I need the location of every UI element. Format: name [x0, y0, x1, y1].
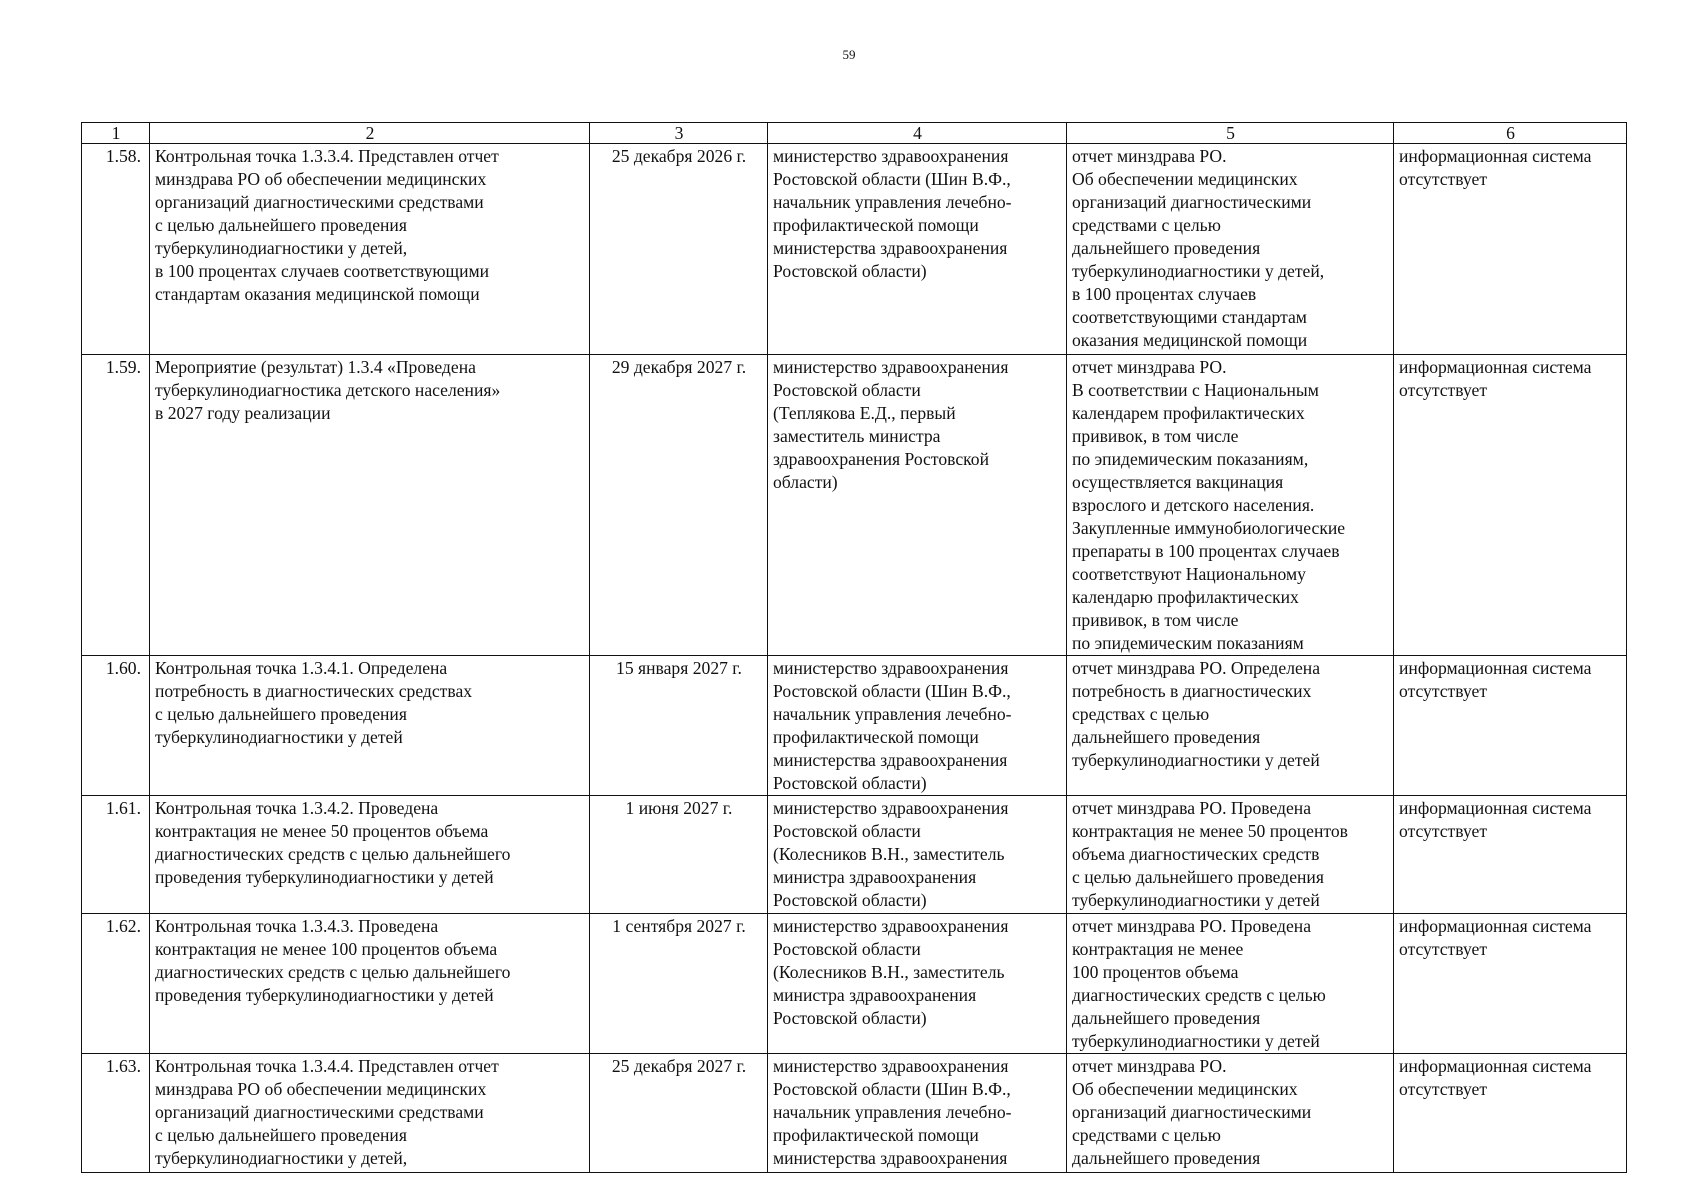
event-description-line: контрактация не менее 100 процентов объема [155, 939, 498, 959]
confirming-document-line: туберкулинодиагностики у детей [1072, 750, 1320, 770]
event-description-line: минздрава РО об обеспечении медицинских [155, 169, 487, 189]
event-description-line: туберкулинодиагностики у детей, [155, 238, 408, 258]
confirming-document-cell [1067, 796, 1394, 914]
confirming-document-line: отчет минздрава РО. Проведена [1072, 798, 1312, 818]
confirming-document-line: отчет минздрава РО. Определена [1072, 658, 1321, 678]
confirming-document-line: диагностических средств с целью [1072, 985, 1326, 1005]
confirming-document-line: туберкулинодиагностики у детей, [1072, 261, 1325, 281]
confirming-document-line: по эпидемическим показаниям, [1072, 449, 1309, 469]
due-date-cell: 1 июня 2027 г. [590, 796, 768, 914]
event-description-line: Мероприятие (результат) 1.3.4 «Проведена [155, 357, 476, 377]
confirming-document-line: препараты в 100 процентах случаев [1072, 541, 1340, 561]
confirming-document-line: туберкулинодиагностики у детей [1072, 1031, 1320, 1051]
responsible-party-cell [768, 144, 1067, 355]
responsible-party-line: министерство здравоохранения [773, 916, 1009, 936]
confirming-document-line: отчет минздрава РО. [1072, 1056, 1227, 1076]
info-system-line: отсутствует [1399, 681, 1488, 701]
confirming-document-line: оказания медицинской помощи [1072, 330, 1308, 350]
responsible-party-cell [768, 914, 1067, 1054]
responsible-party-cell [768, 656, 1067, 796]
confirming-document-cell [1067, 1054, 1394, 1173]
header-cell-3: 3 [590, 123, 768, 144]
info-system-line: информационная система [1399, 658, 1592, 678]
responsible-party-line: начальник управления лечебно- [773, 704, 1012, 724]
due-date-cell: 25 декабря 2026 г. [590, 144, 768, 355]
confirming-document-cell [1067, 914, 1394, 1054]
table-row [82, 796, 1627, 914]
confirming-document-cell [1067, 144, 1394, 355]
confirming-document-cell [1067, 355, 1394, 656]
row-number-cell: 1.60. [82, 656, 150, 796]
responsible-party-line: Ростовской области [773, 939, 921, 959]
table-row [82, 144, 1627, 355]
responsible-party-cell [768, 796, 1067, 914]
responsible-party-line: Ростовской области (Шин В.Ф., [773, 681, 1011, 701]
event-description-line: туберкулинодиагностики у детей, [155, 1148, 408, 1168]
confirming-document-line: контрактация не менее 50 процентов [1072, 821, 1348, 841]
confirming-document-line: календарю профилактических [1072, 587, 1299, 607]
responsible-party-line: министерство здравоохранения [773, 146, 1009, 166]
responsible-party-line: Ростовской области [773, 380, 921, 400]
responsible-party-line: Ростовской области [773, 821, 921, 841]
event-description-cell [150, 1054, 590, 1173]
responsible-party-line: (Теплякова Е.Д., первый [773, 403, 956, 423]
event-description-cell [150, 656, 590, 796]
confirming-document-line: дальнейшего проведения [1072, 727, 1261, 747]
event-description-line: стандартам оказания медицинской помощи [155, 284, 480, 304]
table-row [82, 656, 1627, 796]
header-cell-5: 5 [1067, 123, 1394, 144]
event-description-line: туберкулинодиагностики у детей [155, 727, 403, 747]
responsible-party-line: министерства здравоохранения [773, 750, 1008, 770]
event-description-line: с целью дальнейшего проведения [155, 215, 407, 235]
info-system-cell [1394, 355, 1627, 656]
confirming-document-line: взрослого и детского населения. [1072, 495, 1315, 515]
confirming-document-line: Об обеспечении медицинских [1072, 1079, 1298, 1099]
responsible-party-line: Ростовской области) [773, 261, 927, 281]
event-description-line: диагностических средств с целью дальнейшего [155, 962, 511, 982]
confirming-document-line: дальнейшего проведения [1072, 238, 1261, 258]
responsible-party-line: (Колесников В.Н., заместитель [773, 844, 1005, 864]
confirming-document-line: туберкулинодиагностики у детей [1072, 890, 1320, 910]
confirming-document-line: организаций диагностическими [1072, 192, 1312, 212]
confirming-document-line: Закупленные иммунобиологические [1072, 518, 1346, 538]
event-description-cell [150, 914, 590, 1054]
event-description-cell [150, 355, 590, 656]
event-description-line: Контрольная точка 1.3.3.4. Представлен отчет [155, 146, 499, 166]
confirming-document-line: отчет минздрава РО. [1072, 146, 1227, 166]
row-number-cell: 1.63. [82, 1054, 150, 1173]
confirming-document-line: соответствующими стандартам [1072, 307, 1307, 327]
event-description-line: Контрольная точка 1.3.4.3. Проведена [155, 916, 439, 936]
info-system-line: отсутствует [1399, 821, 1488, 841]
info-system-line: информационная система [1399, 146, 1592, 166]
row-number-cell: 1.58. [82, 144, 150, 355]
header-row [82, 123, 1627, 144]
confirming-document-line: осуществляется вакцинация [1072, 472, 1284, 492]
confirming-document-line: отчет минздрава РО. Проведена [1072, 916, 1312, 936]
responsible-party-line: Ростовской области (Шин В.Ф., [773, 169, 1011, 189]
info-system-cell [1394, 656, 1627, 796]
info-system-cell [1394, 144, 1627, 355]
event-description-line: проведения туберкулинодиагностики у детей [155, 867, 494, 887]
event-description-line: в 2027 году реализации [155, 403, 331, 423]
responsible-party-line: министра здравоохранения [773, 867, 977, 887]
confirming-document-line: календарем профилактических [1072, 403, 1305, 423]
info-system-line: отсутствует [1399, 1079, 1488, 1099]
event-description-line: Контрольная точка 1.3.4.1. Определена [155, 658, 448, 678]
info-system-line: информационная система [1399, 916, 1592, 936]
responsible-party-line: министерство здравоохранения [773, 1056, 1009, 1076]
responsible-party-line: Ростовской области) [773, 773, 927, 793]
confirming-document-line: прививок, в том числе [1072, 610, 1239, 630]
due-date-cell: 29 декабря 2027 г. [590, 355, 768, 656]
responsible-party-line: профилактической помощи [773, 215, 979, 235]
event-description-line: организаций диагностическими средствами [155, 192, 484, 212]
event-description-line: туберкулинодиагностика детского населения» [155, 380, 501, 400]
confirming-document-line: отчет минздрава РО. [1072, 357, 1227, 377]
table-row [82, 355, 1627, 656]
confirming-document-line: дальнейшего проведения [1072, 1008, 1261, 1028]
responsible-party-line: профилактической помощи [773, 1125, 979, 1145]
page-number: 59 [842, 47, 856, 62]
header-cell-6: 6 [1394, 123, 1627, 144]
due-date-cell: 1 сентября 2027 г. [590, 914, 768, 1054]
confirming-document-line: по эпидемическим показаниям [1072, 633, 1304, 653]
responsible-party-line: области) [773, 472, 838, 492]
table-row [82, 1054, 1627, 1173]
confirming-document-line: средствами с целью [1072, 1125, 1221, 1145]
confirming-document-line: прививок, в том числе [1072, 426, 1239, 446]
info-system-line: отсутствует [1399, 380, 1488, 400]
responsible-party-line: Ростовской области) [773, 1008, 927, 1028]
event-description-line: с целью дальнейшего проведения [155, 1125, 407, 1145]
event-description-line: Контрольная точка 1.3.4.4. Представлен отчет [155, 1056, 499, 1076]
responsible-party-line: профилактической помощи [773, 727, 979, 747]
responsible-party-line: начальник управления лечебно- [773, 1102, 1012, 1122]
event-description-line: проведения туберкулинодиагностики у детей [155, 985, 494, 1005]
responsible-party-line: министерства здравоохранения [773, 238, 1008, 258]
responsible-party-line: Ростовской области (Шин В.Ф., [773, 1079, 1011, 1099]
header-cell-4: 4 [768, 123, 1067, 144]
responsible-party-line: министерство здравоохранения [773, 798, 1009, 818]
confirming-document-line: в 100 процентах случаев [1072, 284, 1257, 304]
event-description-cell [150, 796, 590, 914]
info-system-line: информационная система [1399, 798, 1592, 818]
responsible-party-cell [768, 1054, 1067, 1173]
confirming-document-line: контрактация не менее [1072, 939, 1244, 959]
row-number-cell: 1.61. [82, 796, 150, 914]
header-cell-2: 2 [150, 123, 590, 144]
confirming-document-line: с целью дальнейшего проведения [1072, 867, 1324, 887]
confirming-document-line: Об обеспечении медицинских [1072, 169, 1298, 189]
confirming-document-cell [1067, 656, 1394, 796]
info-system-line: информационная система [1399, 1056, 1592, 1076]
confirming-document-line: соответствуют Национальному [1072, 564, 1306, 584]
info-system-line: отсутствует [1399, 939, 1488, 959]
responsible-party-line: министерство здравоохранения [773, 658, 1009, 678]
responsible-party-line: здравоохранения Ростовской [773, 449, 990, 469]
row-number-cell: 1.62. [82, 914, 150, 1054]
due-date-cell: 15 января 2027 г. [590, 656, 768, 796]
info-system-line: отсутствует [1399, 169, 1488, 189]
event-description-line: потребность в диагностических средствах [155, 681, 473, 701]
due-date-cell: 25 декабря 2027 г. [590, 1054, 768, 1173]
table-body [82, 144, 1627, 1173]
confirming-document-line: средствами с целью [1072, 215, 1221, 235]
event-description-cell [150, 144, 590, 355]
info-system-cell [1394, 914, 1627, 1054]
info-system-cell [1394, 1054, 1627, 1173]
confirming-document-line: потребность в диагностических [1072, 681, 1312, 701]
responsible-party-line: министерства здравоохранения [773, 1148, 1008, 1168]
event-description-line: с целью дальнейшего проведения [155, 704, 407, 724]
table-row [82, 914, 1627, 1054]
event-description-line: Контрольная точка 1.3.4.2. Проведена [155, 798, 439, 818]
event-description-line: контрактация не менее 50 процентов объема [155, 821, 489, 841]
event-description-line: минздрава РО об обеспечении медицинских [155, 1079, 487, 1099]
responsible-party-line: начальник управления лечебно- [773, 192, 1012, 212]
row-number-cell: 1.59. [82, 355, 150, 656]
responsible-party-line: заместитель министра [773, 426, 941, 446]
responsible-party-line: (Колесников В.Н., заместитель [773, 962, 1005, 982]
info-system-line: информационная система [1399, 357, 1592, 377]
confirming-document-line: организаций диагностическими [1072, 1102, 1312, 1122]
header-cell-1: 1 [82, 123, 150, 144]
info-system-cell [1394, 796, 1627, 914]
confirming-document-line: В соответствии с Национальным [1072, 380, 1319, 400]
event-description-line: в 100 процентах случаев соответствующими [155, 261, 490, 281]
confirming-document-line: дальнейшего проведения [1072, 1148, 1261, 1168]
responsible-party-line: министерство здравоохранения [773, 357, 1009, 377]
responsible-party-cell [768, 355, 1067, 656]
event-description-line: организаций диагностическими средствами [155, 1102, 484, 1122]
responsible-party-line: министра здравоохранения [773, 985, 977, 1005]
confirming-document-line: средствах с целью [1072, 704, 1210, 724]
confirming-document-line: 100 процентов объема [1072, 962, 1239, 982]
event-description-line: диагностических средств с целью дальнейшего [155, 844, 511, 864]
responsible-party-line: Ростовской области) [773, 890, 927, 910]
confirming-document-line: объема диагностических средств [1072, 844, 1320, 864]
plan-table [81, 122, 1627, 1173]
